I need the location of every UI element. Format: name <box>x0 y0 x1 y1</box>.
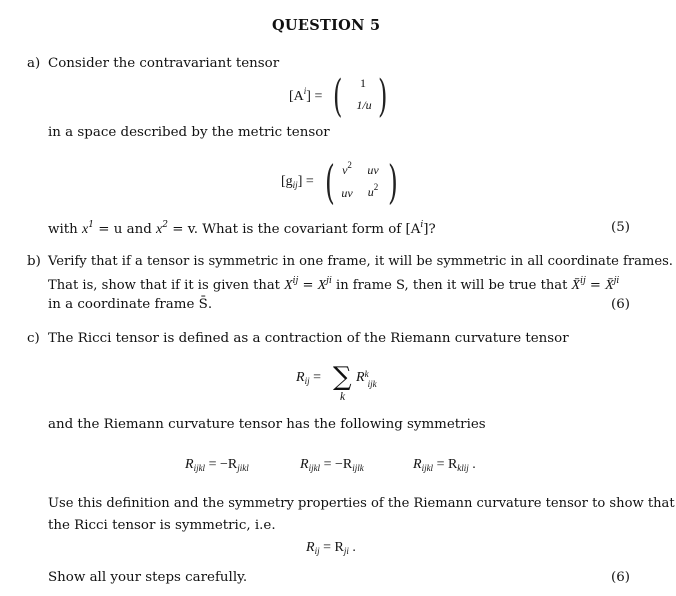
right-paren: ) <box>378 71 388 122</box>
part-b-line3: in a coordinate frame S̄. <box>48 297 213 312</box>
sum-index: k <box>340 391 346 403</box>
part-b-line1: Verify that if a tensor is symmetric in one frame, it will be symmetric in all coordinate frames. <box>48 254 673 269</box>
part-a-points: (5) <box>611 220 630 235</box>
metric-m12: uv <box>367 163 379 177</box>
symmetry-2: $R_{ijkl} = -R_{ijlk}$ <box>300 457 364 473</box>
part-c-label: c) <box>27 331 40 346</box>
metric-m11: $v^2$ <box>342 160 352 177</box>
part-b-points: (6) <box>611 297 630 312</box>
vector-top: 1 <box>360 76 366 90</box>
metric-m21: uv <box>341 186 353 200</box>
metric-right-paren: ) <box>388 155 398 209</box>
symmetry-1: $R_{ijkl} = -R_{jikl}$ <box>185 457 249 473</box>
show-steps: Show all your steps carefully. <box>48 570 248 585</box>
metric-left-paren: ( <box>325 155 335 209</box>
metric-m22: $u^2$ <box>367 182 379 199</box>
part-b-label: b) <box>27 254 41 269</box>
ricci-symmetric: $R_{ij} = R_{ji}$ . <box>306 540 356 556</box>
use-line-1: Use this definition and the symmetry properties of the Riemann curvature tensor to show that <box>48 496 675 511</box>
left-paren: ( <box>333 71 343 122</box>
metric-intro: in a space described by the metric tensor <box>48 125 330 140</box>
riemann-term: R k ijk <box>356 369 377 389</box>
symmetry-3: $R_{ijkl} = R_{klij}$ . <box>413 457 476 473</box>
part-c-points: (6) <box>611 570 630 585</box>
part-a-question: with $x^1 = u$ and $x^2 = v$. What is the covariant form of $[A^i]$? <box>48 220 436 237</box>
part-b-line2: That is, show that if it is given that $X^{ij} = X^{ji}$ in frame S, then it will be true that X̄$^{ij}$ = X̄$^{ji}$ <box>48 276 620 293</box>
symmetry-intro: and the Riemann curvature tensor has the following symmetries <box>48 417 486 432</box>
part-a-intro: Consider the contravariant tensor <box>48 56 280 71</box>
vector-bottom: 1/u <box>356 98 372 112</box>
tensor-lhs: $[A^i]$ = <box>289 86 323 104</box>
part-c-intro: The Ricci tensor is defined as a contraction of the Riemann curvature tensor <box>48 331 569 346</box>
metric-lhs: $[g_{ij}]$ = <box>281 174 314 190</box>
sum-symbol: ∑ <box>333 362 352 392</box>
question-title: QUESTION 5 <box>272 17 381 34</box>
use-line-2: the Ricci tensor is symmetric, i.e. <box>48 518 276 533</box>
part-a-label: a) <box>27 56 41 71</box>
ricci-lhs: $R_{ij}$ = <box>296 370 321 386</box>
